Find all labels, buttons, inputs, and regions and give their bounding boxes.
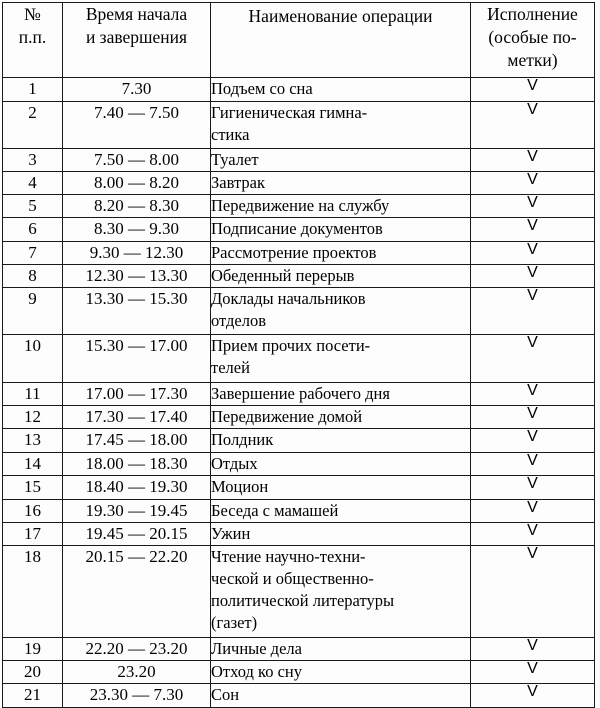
operation-text-line: Подписание документов <box>211 219 383 238</box>
cell-time-range: 8.20 — 8.30 <box>63 195 211 218</box>
cell-time-range: 17.30 — 17.40 <box>63 406 211 429</box>
checkmark-v-icon: V <box>527 382 538 399</box>
checkmark-v-icon: V <box>527 101 538 118</box>
checkmark-v-icon: V <box>527 499 538 516</box>
table-row <box>3 406 595 429</box>
checkmark-v-icon: V <box>527 452 538 469</box>
cell-execution-mark <box>471 288 595 335</box>
cell-operation-name <box>211 638 471 661</box>
schedule-table <box>2 2 595 708</box>
table-row <box>3 242 595 265</box>
cell-execution-mark <box>471 78 595 102</box>
operation-text-line: Завершение рабочего дня <box>211 384 390 403</box>
table-body <box>3 78 595 708</box>
cell-row-number: 20 <box>3 661 63 684</box>
column-header-line: Время начала <box>85 4 188 24</box>
cell-time-range: 7.30 <box>63 78 211 102</box>
cell-execution-mark <box>471 335 595 383</box>
operation-text-line: отделов <box>211 311 267 330</box>
operation-text-line: Передвижение на службу <box>211 196 390 215</box>
cell-execution-mark <box>471 218 595 242</box>
checkmark-v-icon: V <box>527 194 538 211</box>
checkmark-v-icon: V <box>527 287 538 304</box>
cell-execution-mark <box>471 102 595 149</box>
cell-time-range: 19.30 — 19.45 <box>63 500 211 523</box>
checkmark-v-icon: V <box>527 428 538 445</box>
checkmark-v-icon: V <box>527 334 538 351</box>
cell-execution-mark <box>471 149 595 172</box>
checkmark-v-icon: V <box>527 545 538 562</box>
operation-text-line: Отдых <box>211 454 258 473</box>
column-header-line: метки) <box>507 50 558 70</box>
cell-execution-mark <box>471 429 595 453</box>
column-header-line: Исполнение <box>487 4 578 24</box>
cell-time-range: 22.20 — 23.20 <box>63 638 211 661</box>
checkmark-v-icon: V <box>527 171 538 188</box>
cell-execution-mark <box>471 500 595 523</box>
operation-text-line: политической литературы <box>211 591 395 610</box>
cell-execution-mark <box>471 638 595 661</box>
operation-text-line: (газет) <box>211 613 258 632</box>
operation-text-line: Передвижение домой <box>211 407 363 426</box>
cell-row-number: 14 <box>3 453 63 476</box>
operation-text-line: Рассмотрение проектов <box>211 243 377 262</box>
cell-operation-name <box>211 546 471 638</box>
cell-operation-name <box>211 429 471 453</box>
operation-text-line: Туалет <box>211 150 259 169</box>
cell-row-number: 16 <box>3 500 63 523</box>
cell-row-number: 11 <box>3 383 63 406</box>
checkmark-v-icon: V <box>527 660 538 677</box>
cell-time-range: 12.30 — 13.30 <box>63 265 211 288</box>
operation-text-line: Чтение научно-техни- <box>211 547 366 566</box>
cell-time-range: 20.15 — 22.20 <box>63 546 211 638</box>
checkmark-v-icon: V <box>527 683 538 700</box>
cell-execution-mark <box>471 453 595 476</box>
cell-execution-mark <box>471 661 595 684</box>
table-row <box>3 429 595 453</box>
cell-time-range: 19.45 — 20.15 <box>63 523 211 546</box>
column-header-line: п.п. <box>18 27 47 47</box>
column-header-execution <box>471 3 595 78</box>
table-row <box>3 218 595 242</box>
cell-row-number: 17 <box>3 523 63 546</box>
table-row <box>3 661 595 684</box>
operation-text-line: Беседа с мамашей <box>211 501 339 520</box>
cell-operation-name <box>211 195 471 218</box>
cell-time-range: 8.00 — 8.20 <box>63 172 211 195</box>
cell-execution-mark <box>471 476 595 500</box>
cell-execution-mark <box>471 195 595 218</box>
cell-operation-name <box>211 172 471 195</box>
cell-execution-mark <box>471 546 595 638</box>
cell-operation-name <box>211 383 471 406</box>
table-row <box>3 684 595 708</box>
cell-operation-name <box>211 684 471 708</box>
column-header-line: и завершения <box>85 27 188 47</box>
cell-row-number: 5 <box>3 195 63 218</box>
cell-time-range: 23.30 — 7.30 <box>63 684 211 708</box>
cell-operation-name <box>211 149 471 172</box>
cell-operation-name <box>211 335 471 383</box>
cell-row-number: 1 <box>3 78 63 102</box>
cell-execution-mark <box>471 242 595 265</box>
cell-operation-name <box>211 218 471 242</box>
table-row <box>3 500 595 523</box>
cell-time-range: 15.30 — 17.00 <box>63 335 211 383</box>
cell-time-range: 18.40 — 19.30 <box>63 476 211 500</box>
cell-row-number: 18 <box>3 546 63 638</box>
cell-operation-name <box>211 453 471 476</box>
cell-time-range: 9.30 — 12.30 <box>63 242 211 265</box>
cell-row-number: 4 <box>3 172 63 195</box>
cell-operation-name <box>211 476 471 500</box>
table-row <box>3 453 595 476</box>
operation-text-line: Личные дела <box>211 639 302 658</box>
table-row <box>3 172 595 195</box>
cell-row-number: 13 <box>3 429 63 453</box>
header-row <box>3 3 595 78</box>
table-row <box>3 638 595 661</box>
operation-text-line: Доклады начальников <box>211 289 366 308</box>
operation-text-line: стика <box>211 125 250 144</box>
cell-execution-mark <box>471 523 595 546</box>
operation-text-line: Завтрак <box>211 173 265 192</box>
cell-time-range: 13.30 — 15.30 <box>63 288 211 335</box>
cell-time-range: 7.50 — 8.00 <box>63 149 211 172</box>
checkmark-v-icon: V <box>527 405 538 422</box>
checkmark-v-icon: V <box>527 637 538 654</box>
column-header-operation <box>211 3 471 78</box>
checkmark-v-icon: V <box>527 475 538 492</box>
operation-text-line: Сон <box>211 685 240 704</box>
table-header <box>3 3 595 78</box>
cell-row-number: 8 <box>3 265 63 288</box>
checkmark-v-icon: V <box>527 77 538 94</box>
operation-text-line: Ужин <box>211 524 251 543</box>
cell-row-number: 9 <box>3 288 63 335</box>
operation-text-line: Гигиеническая гимна- <box>211 103 368 122</box>
checkmark-v-icon: V <box>527 522 538 539</box>
cell-row-number: 3 <box>3 149 63 172</box>
cell-row-number: 15 <box>3 476 63 500</box>
cell-row-number: 2 <box>3 102 63 149</box>
cell-operation-name <box>211 523 471 546</box>
operation-text-line: Обеденный перерыв <box>211 266 355 285</box>
cell-execution-mark <box>471 684 595 708</box>
checkmark-v-icon: V <box>527 148 538 165</box>
table-row <box>3 265 595 288</box>
table-row <box>3 149 595 172</box>
checkmark-v-icon: V <box>527 264 538 281</box>
operation-text-line: Полдник <box>211 430 274 449</box>
table-row <box>3 195 595 218</box>
operation-text-line: ческой и общественно- <box>211 569 374 588</box>
cell-operation-name <box>211 102 471 149</box>
cell-row-number: 7 <box>3 242 63 265</box>
table-row <box>3 102 595 149</box>
table-row <box>3 523 595 546</box>
cell-row-number: 21 <box>3 684 63 708</box>
checkmark-v-icon: V <box>527 217 538 234</box>
cell-operation-name <box>211 78 471 102</box>
cell-operation-name <box>211 661 471 684</box>
table-row <box>3 335 595 383</box>
column-header-line: Наименование операции <box>248 6 433 26</box>
table-row <box>3 288 595 335</box>
cell-operation-name <box>211 288 471 335</box>
operation-text-line: Моцион <box>211 477 269 496</box>
cell-execution-mark <box>471 172 595 195</box>
cell-time-range: 8.30 — 9.30 <box>63 218 211 242</box>
column-header-number <box>3 3 63 78</box>
cell-row-number: 10 <box>3 335 63 383</box>
cell-time-range: 7.40 — 7.50 <box>63 102 211 149</box>
cell-execution-mark <box>471 265 595 288</box>
cell-execution-mark <box>471 406 595 429</box>
table-row <box>3 383 595 406</box>
cell-time-range: 17.45 — 18.00 <box>63 429 211 453</box>
table-row <box>3 476 595 500</box>
cell-time-range: 23.20 <box>63 661 211 684</box>
cell-row-number: 12 <box>3 406 63 429</box>
table-row <box>3 546 595 638</box>
table-row <box>3 78 595 102</box>
cell-time-range: 17.00 — 17.30 <box>63 383 211 406</box>
cell-operation-name <box>211 242 471 265</box>
column-header-time <box>63 3 211 78</box>
cell-operation-name <box>211 406 471 429</box>
cell-operation-name <box>211 265 471 288</box>
cell-operation-name <box>211 500 471 523</box>
checkmark-v-icon: V <box>527 241 538 258</box>
column-header-line: № <box>24 4 41 24</box>
operation-text-line: Подъем со сна <box>211 79 313 98</box>
operation-text-line: Прием прочих посети- <box>211 336 371 355</box>
cell-row-number: 19 <box>3 638 63 661</box>
cell-execution-mark <box>471 383 595 406</box>
column-header-line: (особые по- <box>488 27 577 47</box>
operation-text-line: Отход ко сну <box>211 662 302 681</box>
operation-text-line: телей <box>211 358 250 377</box>
cell-row-number: 6 <box>3 218 63 242</box>
cell-time-range: 18.00 — 18.30 <box>63 453 211 476</box>
